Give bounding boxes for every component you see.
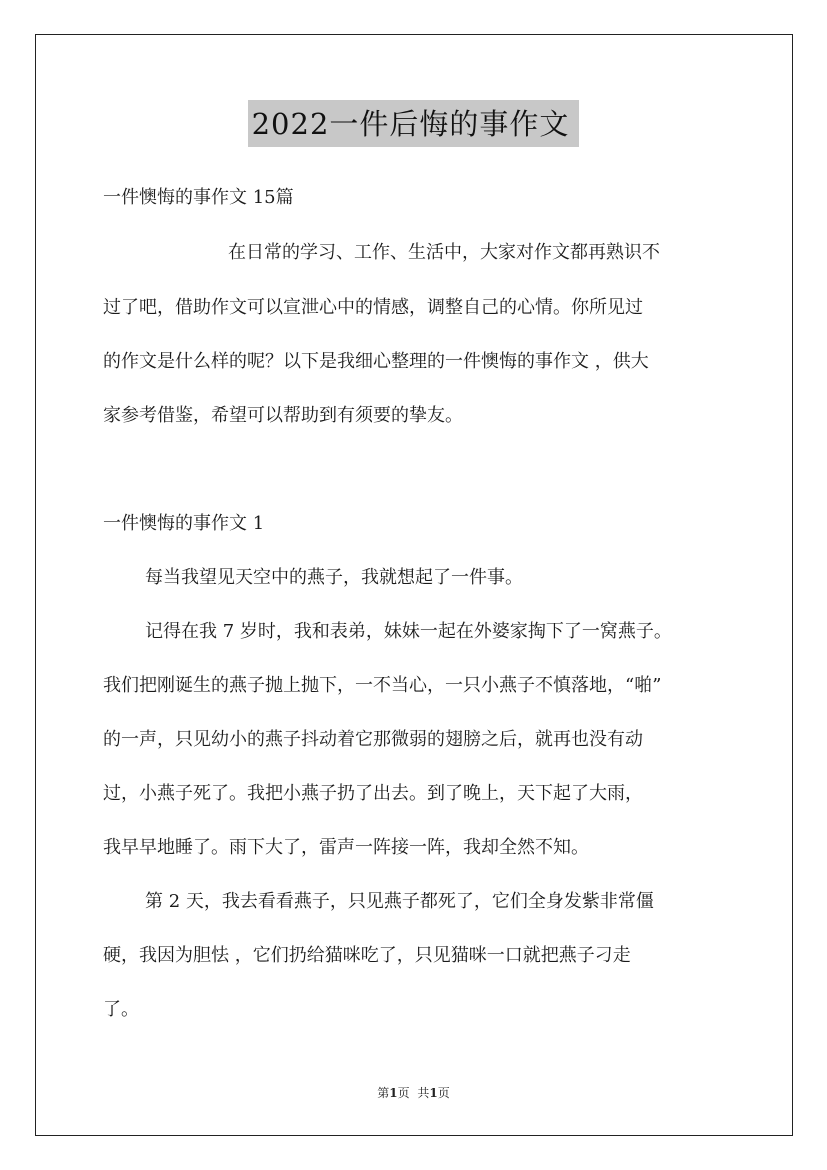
body-line-8: 硬，我因为胆怯 ，它们扔给猫咪吃了，只见猫咪一口就把燕子刁走 xyxy=(103,945,631,966)
body-line-1: 每当我望见天空中的燕子，我就想起了一件事。 xyxy=(145,567,523,588)
document-title: 2022一件后悔的事作文 xyxy=(248,100,580,147)
subtitle: 一件懊悔的事作文 15篇 xyxy=(103,187,294,208)
body-line-6: 我早早地睡了。雨下大了，雷声一阵接一阵，我却全然不知。 xyxy=(103,837,589,858)
footer-page-suffix: 页 xyxy=(397,1086,410,1100)
intro-line-2: 过了吧，借助作文可以宣泄心中的情感，调整自己的心情。你所见过 xyxy=(103,297,643,318)
title-wrap xyxy=(0,100,827,147)
intro-line-1: 在日常的学习、工作、生活中，大家对作文都再熟识不 xyxy=(228,242,660,263)
footer-page-num: 1 xyxy=(389,1086,398,1100)
section-heading: 一件懊悔的事作文 1 xyxy=(103,513,265,534)
body-line-5: 过，小燕子死了。我把小燕子扔了出去。到了晚上，天下起了大雨， xyxy=(103,783,643,804)
intro-line-3: 的作文是什么样的呢？以下是我细心整理的一件懊悔的事作文 ，供大 xyxy=(103,351,649,372)
footer-total-suffix: 页 xyxy=(437,1086,450,1100)
intro-line-4: 家参考借鉴，希望可以帮助到有须要的挚友。 xyxy=(103,405,463,426)
footer-total-prefix: 共 xyxy=(417,1086,430,1100)
footer-page-prefix: 第 xyxy=(377,1086,390,1100)
body-line-4: 的一声，只见幼小的燕子抖动着它那微弱的翅膀之后，就再也没有动 xyxy=(103,729,643,750)
footer-total-num: 1 xyxy=(429,1086,438,1100)
body-line-2: 记得在我 7 岁时，我和表弟，妹妹一起在外婆家掏下了一窝燕子。 xyxy=(145,621,672,642)
body-line-7: 第 2 天，我去看看燕子，只见燕子都死了，它们全身发紫非常僵 xyxy=(145,891,654,912)
body-line-9: 了。 xyxy=(103,999,139,1020)
page-footer xyxy=(0,1084,827,1101)
body-line-3: 我们把刚诞生的燕子抛上抛下，一不当心，一只小燕子不慎落地，“啪” xyxy=(103,675,662,696)
